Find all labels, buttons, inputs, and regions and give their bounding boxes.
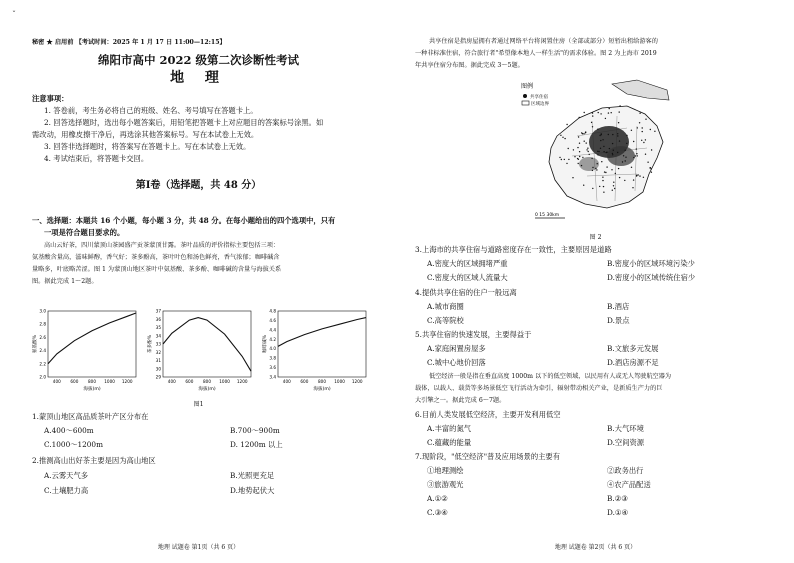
x-tick-label: 600 — [185, 379, 194, 384]
homestay-dot — [592, 167, 593, 168]
passage-line: 高山云好茶，四川蒙顶山茶园盛产贡茶蒙顶甘露。茶叶品质的评价指标主要包括三项： — [44, 242, 280, 249]
homestay-dot — [639, 113, 640, 114]
homestay-dot — [586, 149, 587, 150]
homestay-dot — [605, 172, 606, 173]
x-tick-label: 1000 — [219, 379, 230, 384]
option: D.①④ — [607, 508, 628, 517]
homestay-dot — [578, 163, 579, 164]
series-line — [48, 313, 136, 364]
homestay-dot — [625, 150, 626, 151]
choice-instruction: 一项是符合题目要求的。 — [44, 228, 125, 237]
homestay-dot — [651, 168, 652, 169]
homestay-dot — [612, 153, 613, 154]
pudong-cluster — [607, 146, 635, 166]
y-tick-label: 2.2 — [39, 361, 46, 367]
homestay-dot — [636, 153, 637, 154]
page-footer: 地理 试题卷 第1页（共 6 页） — [157, 544, 240, 551]
q7-item: ①地理测绘 — [427, 466, 464, 475]
homestay-dot — [597, 151, 598, 152]
passage-line: 年共享住宿分布图。据此完成 3～5题。 — [415, 62, 524, 69]
homestay-dot — [637, 155, 638, 156]
homestay-dot — [591, 122, 592, 123]
plot-frame — [163, 311, 251, 377]
homestay-dot — [595, 168, 596, 169]
y-tick-label: 2.4 — [39, 348, 46, 354]
section-title: 第Ⅰ卷（选择题，共 48 分） — [135, 180, 262, 191]
exam-header: 秘密 ★ 启用前 【考试时间：2025 年 1 月 17 日 11:00—12:15】 — [32, 39, 226, 46]
homestay-dot — [619, 105, 620, 106]
homestay-dot — [637, 174, 638, 175]
page-footer: 地理 试题卷 第2页（共 6 页） — [554, 544, 637, 551]
option: B.酒店 — [607, 302, 630, 311]
homestay-dot — [600, 148, 601, 149]
homestay-dot — [604, 171, 605, 172]
q7-item: ④农产品配送 — [607, 480, 651, 489]
homestay-dot — [564, 159, 565, 160]
y-tick-label: 4.8 — [269, 308, 276, 314]
homestay-dot — [626, 135, 627, 136]
x-tick-label: 600 — [300, 379, 309, 384]
option: B.光照更充足 — [230, 471, 275, 480]
homestay-dot — [584, 141, 585, 142]
y-tick-label: 4.6 — [269, 317, 276, 323]
passage-line: 大引擎之一。据此完成 6～7题。 — [415, 397, 506, 404]
homestay-dot — [586, 142, 587, 143]
option: C.蕴藏的能量 — [427, 438, 472, 447]
legend-boundary-icon — [522, 101, 529, 105]
option: B.大气环境 — [607, 424, 644, 433]
subject-title: 地 理 — [170, 70, 227, 86]
homestay-dot — [574, 156, 575, 157]
passage-line: 低空经济一般是指在垂直高度 1000m 以下的低空领域，以民用有人或无人驾驶航空器为 — [429, 373, 672, 380]
option: B.700～900m — [230, 426, 280, 435]
homestay-dot — [597, 154, 598, 155]
chart-tea-polyphenol — [146, 309, 251, 393]
y-tick-label: 29 — [155, 374, 161, 380]
homestay-dot — [645, 139, 646, 140]
question-6: 6.目前人类发展低空经济，主要开发利用低空 — [415, 410, 561, 419]
passage-line: 量略多，叶底略苦涩。图 1 为蒙顶山地区茶叶中氨基酸、茶多酚、咖啡碱的含量与海拔关系 — [32, 266, 282, 273]
x-tick-label: 1000 — [104, 379, 115, 384]
option: A.家庭闲置房屋多 — [427, 344, 486, 353]
homestay-dot — [582, 157, 583, 158]
y-axis-label: 茶多酚% — [148, 334, 153, 354]
homestay-dot — [617, 152, 618, 153]
homestay-dot — [591, 158, 592, 159]
y-tick-label: 3.6 — [269, 365, 276, 371]
homestay-dot — [642, 127, 643, 128]
homestay-dot — [603, 151, 604, 152]
homestay-dot — [642, 131, 643, 132]
homestay-dot — [643, 177, 644, 178]
map-legend-title: 图例 — [521, 83, 534, 90]
homestay-dot — [609, 108, 610, 109]
homestay-dot — [592, 115, 593, 116]
option: C.土壤肥力高 — [44, 486, 89, 495]
homestay-dot — [592, 126, 593, 127]
homestay-dot — [572, 177, 573, 178]
homestay-dot — [619, 111, 620, 112]
homestay-dot — [578, 159, 579, 160]
homestay-dot — [599, 186, 600, 187]
homestay-dot — [568, 148, 569, 149]
question-2: 2.推测高山出好茶主要是因为高山地区 — [32, 456, 156, 465]
homestay-dot — [631, 130, 632, 131]
homestay-dot — [650, 129, 651, 130]
homestay-dot — [573, 149, 574, 150]
homestay-dot — [608, 112, 609, 113]
homestay-dot — [612, 154, 613, 155]
homestay-dot — [608, 134, 609, 135]
homestay-dot — [625, 160, 626, 161]
option: A.云雾天气多 — [44, 471, 89, 480]
homestay-dot — [633, 141, 634, 142]
homestay-dot — [611, 169, 612, 170]
chongming-island — [612, 80, 669, 100]
homestay-dot — [633, 179, 634, 180]
q7-item: ②政务出行 — [607, 466, 644, 475]
homestay-dot — [579, 143, 580, 144]
notice-item: 需改动，用橡皮擦干净后，再选涂其他答案标号。写在本试卷上无效。 — [32, 130, 259, 139]
option: C.城中心地价回落 — [427, 358, 486, 367]
homestay-dot — [583, 185, 584, 186]
x-tick-label: 1200 — [236, 379, 248, 384]
homestay-dot — [625, 157, 626, 158]
x-tick-label: 400 — [282, 379, 291, 384]
q7-item: ③旅游观光 — [427, 480, 464, 489]
binding-mark: ˇ — [12, 10, 16, 19]
x-tick-label: 1200 — [351, 379, 363, 384]
notice-item: 1. 答卷前，考生务必将自己的班级、姓名、考号填写在答题卡上。 — [44, 106, 258, 115]
homestay-dot — [636, 148, 637, 149]
homestay-dot — [578, 136, 579, 137]
y-tick-label: 3.8 — [269, 355, 276, 361]
homestay-dot — [566, 124, 567, 125]
homestay-dot — [600, 113, 601, 114]
homestay-dot — [592, 170, 593, 171]
homestay-dot — [623, 155, 624, 156]
figure-1-caption: 图1 — [193, 401, 204, 408]
homestay-dot — [613, 185, 614, 186]
homestay-dot — [601, 161, 602, 162]
y-tick-label: 3.0 — [39, 308, 46, 314]
option: A.城市商圈 — [427, 302, 464, 311]
y-tick-label: 4.2 — [269, 336, 276, 342]
homestay-dot — [614, 188, 615, 189]
homestay-dot — [637, 127, 638, 128]
y-tick-label: 2.0 — [39, 374, 46, 380]
homestay-dot — [600, 140, 601, 141]
homestay-dot — [651, 172, 652, 173]
homestay-dot — [632, 187, 633, 188]
notice-heading: 注意事项： — [32, 94, 69, 103]
y-axis-label: 咖啡碱% — [263, 334, 268, 354]
option: A.400～600m — [44, 426, 94, 435]
y-tick-label: 4.4 — [269, 327, 276, 333]
y-tick-label: 31 — [155, 358, 161, 363]
homestay-dot — [603, 192, 604, 193]
homestay-dot — [598, 151, 599, 152]
x-tick-label: 800 — [203, 379, 211, 384]
homestay-dot — [566, 163, 567, 164]
homestay-dot — [598, 112, 599, 113]
homestay-dot — [612, 134, 613, 135]
option: D.酒店房源不足 — [607, 358, 659, 367]
homestay-dot — [584, 112, 585, 113]
homestay-dot — [603, 186, 604, 187]
x-tick-label: 400 — [52, 379, 61, 384]
x-tick-label: 1200 — [121, 379, 133, 384]
chart-amino-acid — [31, 309, 136, 393]
homestay-dot — [645, 154, 646, 155]
option: C.③④ — [427, 508, 448, 517]
homestay-dot — [618, 168, 619, 169]
homestay-dot — [643, 142, 644, 143]
option: B.密度小的区域环境污染少 — [607, 259, 695, 268]
homestay-dot — [561, 159, 562, 160]
y-tick-label: 3.4 — [269, 374, 276, 380]
x-axis-label: 海拔(m) — [198, 387, 216, 392]
y-tick-label: 2.6 — [39, 334, 46, 340]
option: A.①② — [427, 494, 448, 503]
homestay-dot — [597, 163, 598, 164]
question-3: 3.上海市的共享住宿与道路密度存在一致性，主要原因是道路 — [415, 245, 612, 254]
y-tick-label: 4.0 — [269, 346, 276, 352]
shanghai-map — [517, 76, 687, 226]
homestay-dot — [579, 117, 580, 118]
homestay-dot — [559, 157, 560, 158]
homestay-dot — [622, 161, 623, 162]
homestay-dot — [588, 151, 589, 152]
homestay-dot — [596, 169, 597, 170]
passage-line: 共享住宿是指房屋拥有者通过网络平台将闲置住房（全部或部分）短暂出租给游客的 — [429, 38, 658, 45]
homestay-dot — [647, 162, 648, 163]
homestay-dot — [617, 135, 618, 136]
option: D.景点 — [607, 316, 630, 325]
y-tick-label: 33 — [155, 341, 161, 347]
homestay-dot — [568, 159, 569, 160]
y-tick-label: 35 — [155, 325, 161, 330]
y-tick-label: 30 — [155, 366, 161, 372]
choice-instruction: 一、选择题：本题共 16 个小题，每小题 3 分，共 48 分。在每小题给出的四个选项中，只有 — [32, 216, 336, 225]
chart-caffeine — [261, 309, 366, 393]
option: B.文旅多元发展 — [607, 344, 659, 353]
homestay-dot — [579, 156, 580, 157]
homestay-dot — [617, 133, 618, 134]
map-legend-item: 共享住宿 — [530, 95, 548, 100]
homestay-dot — [633, 157, 634, 158]
option: A.丰富的氮气 — [427, 424, 472, 433]
homestay-dot — [639, 175, 640, 176]
figure-2-caption: 图 2 — [589, 234, 602, 241]
homestay-dot — [654, 131, 655, 132]
homestay-dot — [564, 138, 565, 139]
y-tick-label: 32 — [155, 349, 161, 355]
homestay-dot — [560, 135, 561, 136]
homestay-dot — [636, 175, 637, 176]
homestay-dot — [615, 173, 616, 174]
y-tick-label: 34 — [155, 333, 161, 339]
homestay-dot — [579, 151, 580, 152]
option: D. 1200m 以上 — [230, 440, 283, 449]
option: D.地势起伏大 — [230, 486, 275, 495]
homestay-dot — [635, 155, 636, 156]
series-line — [163, 318, 251, 372]
homestay-dot — [631, 167, 632, 168]
homestay-dot — [626, 143, 627, 144]
homestay-dot — [585, 132, 586, 133]
figure-1-charts — [30, 305, 375, 397]
map-legend-item: 区域边界 — [531, 102, 549, 107]
homestay-dot — [639, 122, 640, 123]
y-tick-label: 2.8 — [39, 321, 46, 327]
question-5: 5.共享住宿的快速发展，主要得益于 — [415, 330, 532, 339]
x-tick-label: 600 — [70, 379, 79, 384]
option: A.密度大的区域拥堵严重 — [427, 259, 508, 268]
option: C.密度大的区域人流量大 — [427, 273, 508, 282]
homestay-dot — [606, 152, 607, 153]
homestay-dot — [599, 135, 600, 136]
homestay-dot — [601, 133, 602, 134]
homestay-dot — [592, 112, 593, 113]
homestay-dot — [562, 137, 563, 138]
homestay-dot — [597, 129, 598, 130]
series-line — [278, 318, 366, 347]
homestay-dot — [602, 139, 603, 140]
homestay-dot — [650, 167, 651, 168]
homestay-dot — [619, 177, 620, 178]
homestay-dot — [605, 118, 606, 119]
x-axis-label: 海拔(m) — [83, 387, 101, 392]
x-axis-label: 海拔(m) — [313, 387, 331, 392]
homestay-dot — [589, 154, 590, 155]
homestay-dot — [651, 149, 652, 150]
homestay-dot — [592, 188, 593, 189]
homestay-dot — [613, 182, 614, 183]
homestay-dot — [611, 112, 612, 113]
option: B.②③ — [607, 494, 628, 503]
y-axis-label: 氨基酸% — [33, 334, 38, 354]
option: D.空间资源 — [607, 438, 645, 447]
passage-line: 图。据此完成 1～2题。 — [32, 278, 98, 285]
legend-dot-icon — [523, 94, 527, 98]
homestay-dot — [645, 119, 646, 120]
plot-frame — [48, 311, 136, 377]
question-1: 1.蒙顶山地区高品质茶叶产区分布在 — [32, 412, 149, 421]
homestay-dot — [602, 177, 603, 178]
homestay-dot — [606, 166, 607, 167]
notice-item: 3. 回答非选择题时，将答案写在答题卡上。写在本试卷上无效。 — [44, 142, 251, 151]
question-7: 7.现阶段，"低空经济"普及应用场景的主要有 — [415, 452, 561, 461]
homestay-dot — [612, 143, 613, 144]
homestay-dot — [583, 133, 584, 134]
homestay-dot — [609, 148, 610, 149]
option: D.密度小的区域传统住宿少 — [607, 273, 696, 282]
x-tick-label: 800 — [318, 379, 326, 384]
homestay-dot — [624, 180, 625, 181]
option: C.1000～1200m — [44, 440, 103, 449]
homestay-dot — [602, 180, 603, 181]
passage-line: 一种非标准住宿，符合旅行者"希望像本地人一样生活"的需求体验。图 2 为上海市 2019 — [415, 50, 657, 57]
question-4: 4.提供共享住宿的住户一般远离 — [415, 288, 517, 297]
homestay-dot — [577, 147, 578, 148]
x-tick-label: 400 — [167, 379, 176, 384]
passage-line: 氨基酸含量高，滋味鲜醇，香气好；茶多酚高，茶叶叶色和汤色鲜亮，香气浓郁；咖啡碱含 — [32, 254, 280, 261]
homestay-dot — [581, 165, 582, 166]
notice-item: 4. 考试结束后，将答题卡交回。 — [44, 154, 149, 163]
option: C.高等院校 — [427, 316, 464, 325]
homestay-dot — [641, 140, 642, 141]
y-tick-label: 37 — [155, 308, 161, 314]
homestay-dot — [603, 146, 604, 147]
homestay-dot — [612, 190, 613, 191]
exam-title: 绵阳市高中 2022 级第二次诊断性考试 — [97, 53, 299, 67]
notice-item: 2. 回答选择题时，选出每小题答案后，用铅笔把答题卡上对应题目的答案标号涂黑。如 — [44, 118, 324, 127]
homestay-dot — [613, 150, 614, 151]
y-tick-label: 36 — [155, 316, 161, 322]
page-2 — [397, 0, 794, 563]
homestay-dot — [587, 148, 588, 149]
homestay-dot — [618, 122, 619, 123]
homestay-dot — [581, 132, 582, 133]
map-scale: 0 15 30km — [535, 213, 560, 218]
homestay-dot — [619, 140, 620, 141]
x-tick-label: 800 — [88, 379, 96, 384]
passage-line: 载体，以载人、载货等多场景低空飞行活动为牵引，辐射带动相关产业，是新质生产力的巨 — [415, 385, 663, 392]
x-tick-label: 1000 — [334, 379, 345, 384]
